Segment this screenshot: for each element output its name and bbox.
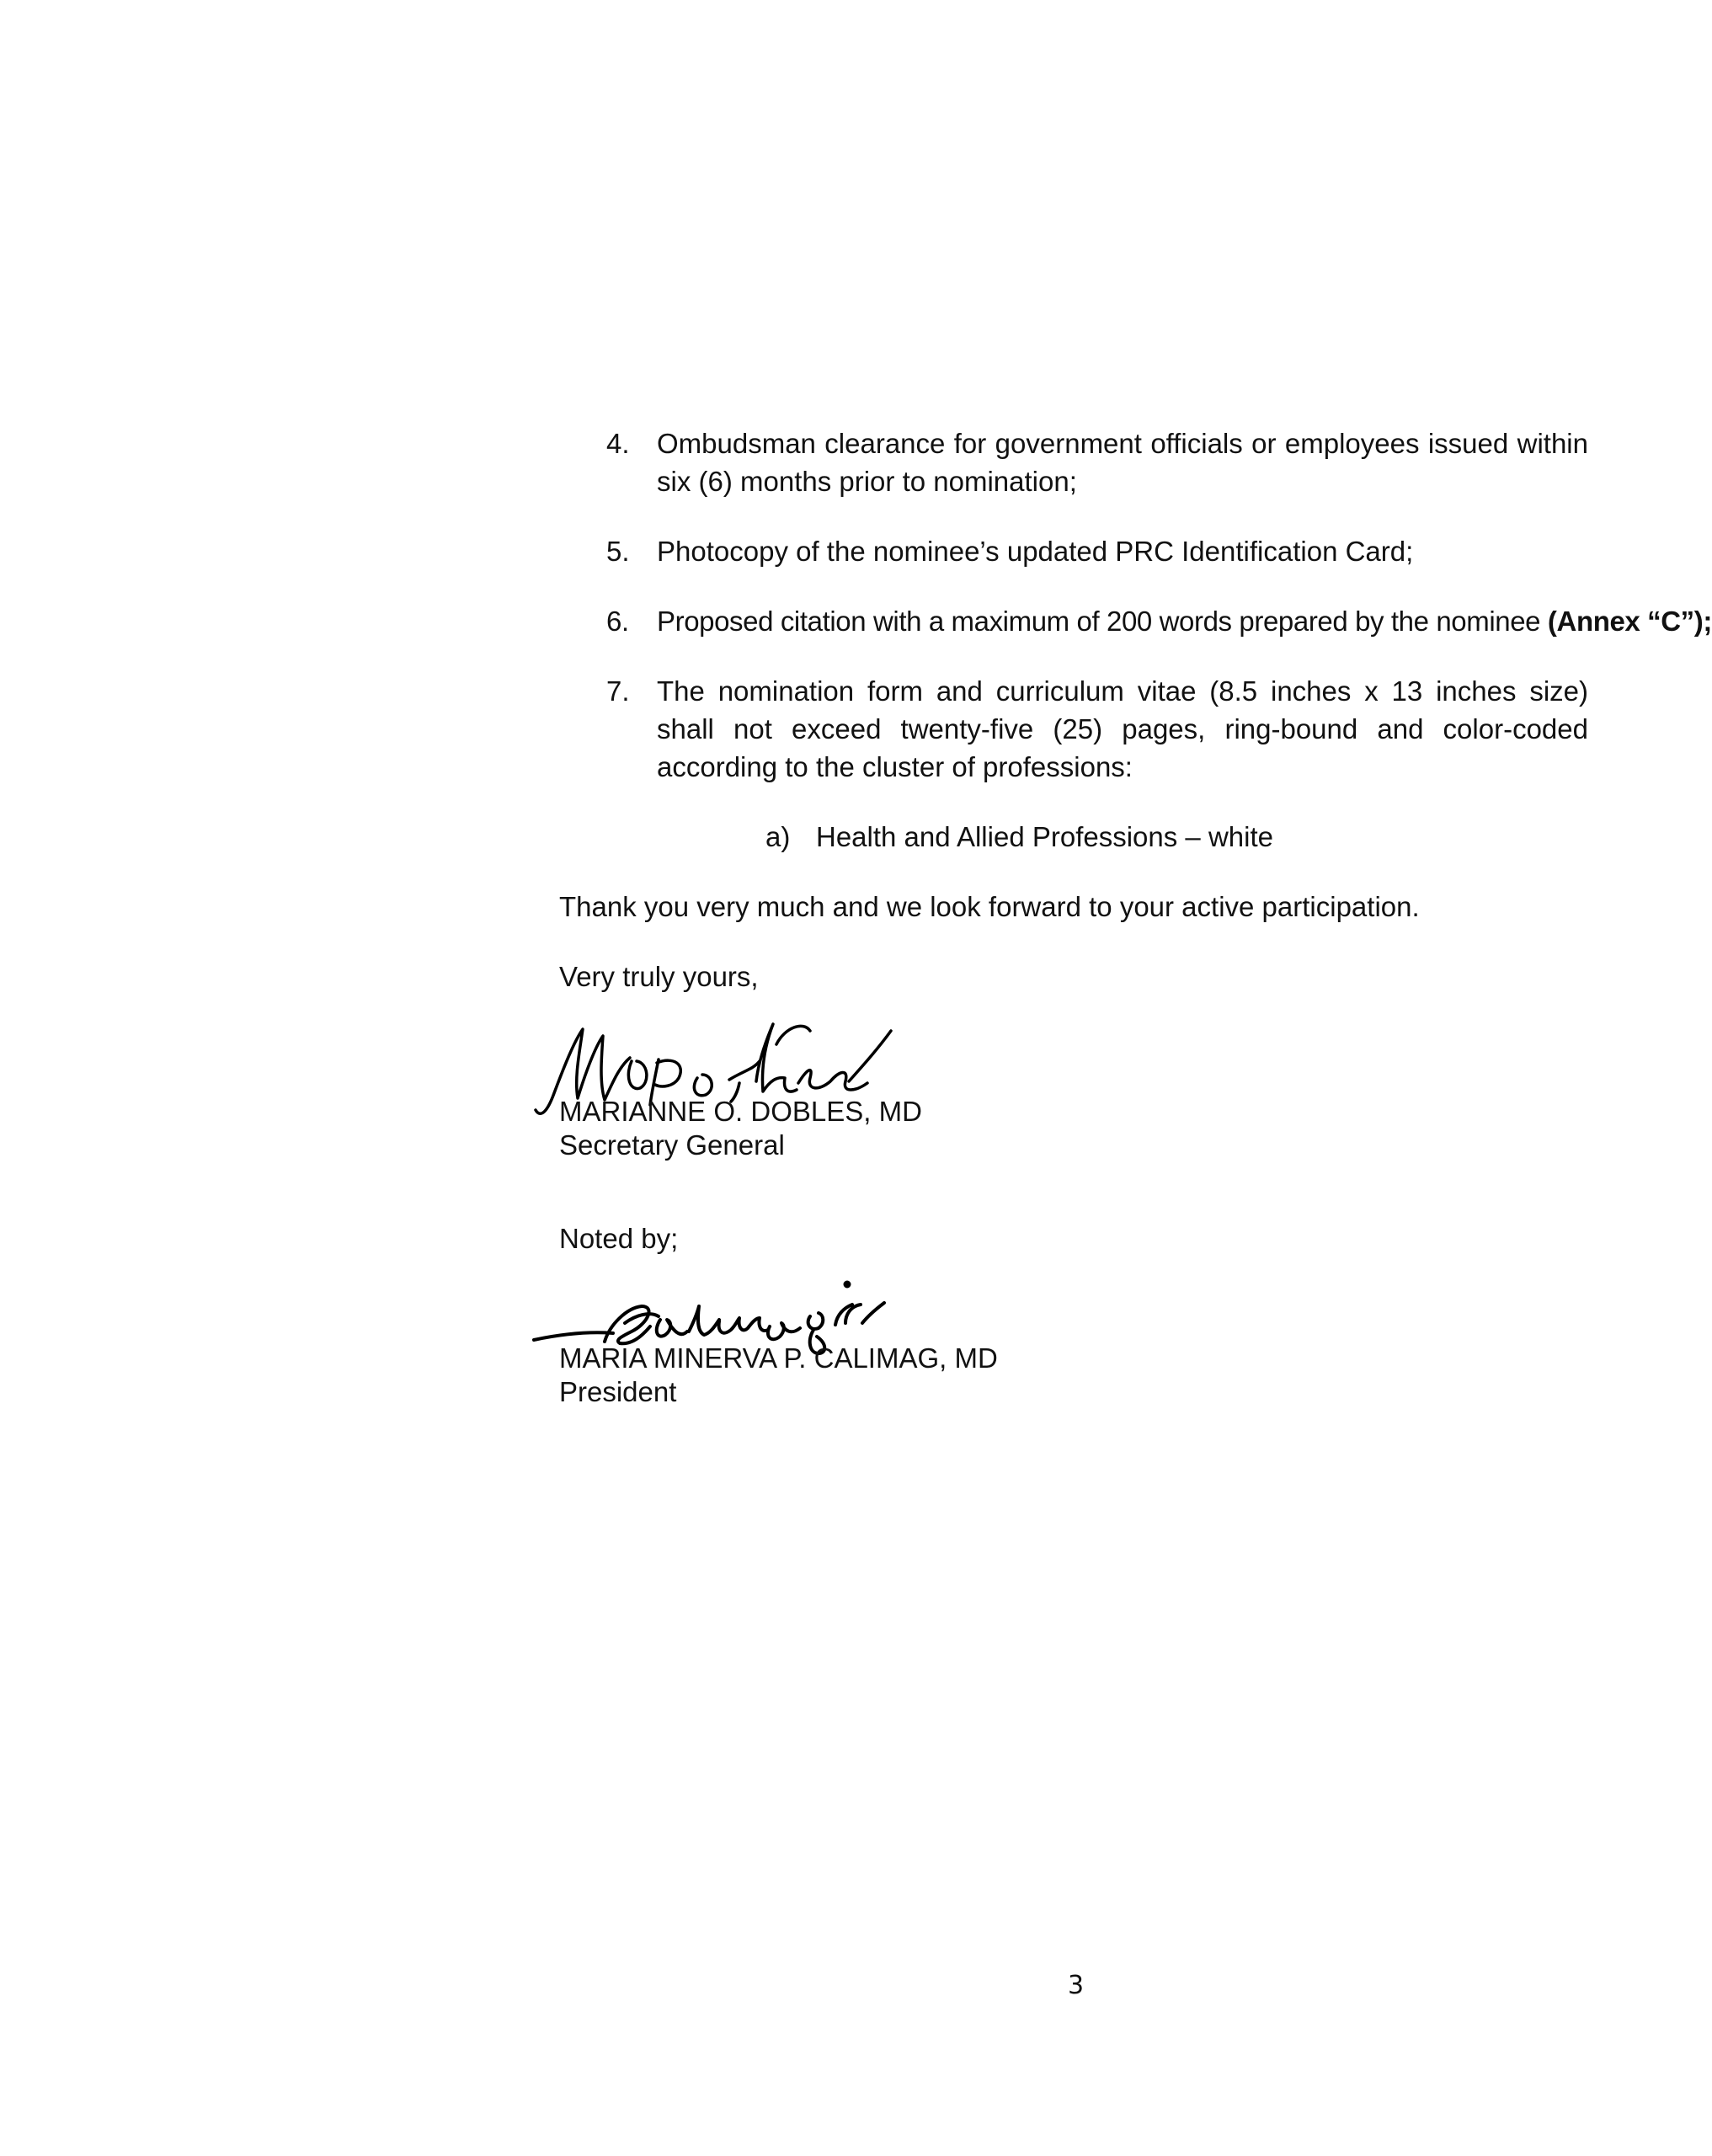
annex-reference: (Annex “C”); (1547, 606, 1712, 637)
closing-salutation: Very truly yours, (559, 961, 759, 992)
list-item-text: The nomination form and curriculum vitae (8.5 inches x 13 inches size) shall not exceed twenty-five (25) pages, ring-bound and color-coded according to the cluster of professions: (657, 675, 1588, 782)
list-item-text: Photocopy of the nominee’s updated PRC Identification Card; (657, 536, 1414, 567)
list-item-number: 6 . (606, 602, 629, 640)
sub-list-item-letter: a ) (765, 818, 790, 856)
list-item-number: 4 . (606, 424, 630, 462)
list-item-text: Proposed citation with a maximum of 200 words prepared by the nominee (657, 606, 1548, 637)
list-item (559, 532, 1588, 570)
signature-block-secretary (559, 1027, 1588, 1171)
signatory-name: MARIANNE O. DOBLES, MD (559, 1096, 922, 1127)
closing-thanks: Thank you very much and we look forward to your active participation. (559, 891, 1420, 922)
list-item (559, 424, 1588, 500)
letter-body (559, 424, 1712, 1424)
list-item-number: 7 . (606, 672, 630, 710)
signatory-name: MARIA MINERVA P. CALIMAG, MD (559, 1342, 998, 1374)
sub-list-item (559, 818, 1588, 856)
sub-list-item-text: Health and Allied Professions – white (816, 821, 1273, 852)
list-item-text: Ombudsman clearance for government officials or employees issued within six (6) months prior to nomination; (657, 428, 1588, 497)
list-item (559, 672, 1588, 786)
signatory-title: Secretary General (559, 1129, 785, 1161)
signature-block-president (559, 1289, 1588, 1424)
noted-by-label: Noted by; (559, 1223, 679, 1254)
list-item (559, 602, 1712, 640)
list-item-number: 5 . (606, 532, 630, 570)
signatory-title: President (559, 1376, 677, 1407)
page-number: 3 (1068, 1971, 1085, 2000)
